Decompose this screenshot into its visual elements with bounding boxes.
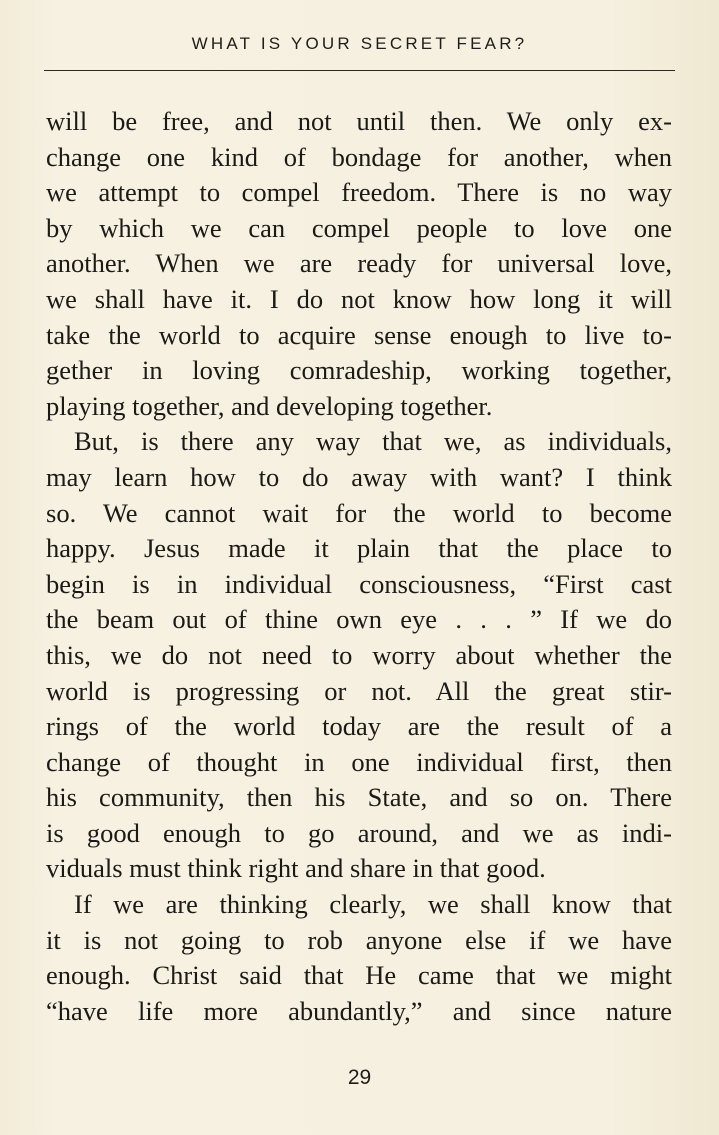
text-line: so. We cannot wait for the world to become [46,497,672,528]
text-line: enough. Christ said that He came that we might [46,960,672,991]
text-line: another. When we are ready for universal love, [46,248,672,279]
text-line: rings of the world today are the result of a [46,711,672,742]
text-line: change of thought in one individual first, then [46,746,672,777]
text-line: may learn how to do away with want? I think [46,461,672,492]
text-line: will be free, and not until then. We only ex- [46,106,672,136]
body-text [46,104,672,1029]
text-line: change one kind of bondage for another, when [46,141,672,172]
text-line: gether in loving comradeship, working together, [46,355,672,386]
page-number: 29 [347,1066,372,1089]
text-line: is good enough to go around, and we as indi- [46,817,672,848]
running-head: WHAT IS YOUR SECRET FEAR? [191,34,528,53]
text-line: we shall have it. I do not know how long it will [46,283,672,314]
text-line: playing together, and developing together. [46,390,493,421]
text-line: “have life more abundantly,” and since nature [46,995,672,1026]
text-line: we attempt to compel freedom. There is no way [46,177,672,208]
text-line: begin is in individual consciousness, “First cast [46,568,672,599]
text-line: this, we do not need to worry about whether the [46,639,672,670]
header-rule [44,70,675,71]
text-line: the beam out of thine own eye . . . ” If we do [46,604,672,635]
text-line: his community, then his State, and so on. There [46,782,672,813]
text-line: it is not going to rob anyone else if we have [46,924,672,955]
text-line: by which we can compel people to love one [46,212,672,243]
text-line: happy. Jesus made it plain that the place to [46,533,672,564]
text-line: If we are thinking clearly, we shall know that [74,889,672,920]
text-line: viduals must think right and share in that good. [46,853,546,884]
text-line: But, is there any way that we, as individuals, [74,426,672,457]
text-line: take the world to acquire sense enough to live to- [46,319,672,350]
text-line: world is progressing or not. All the great stir- [46,675,672,706]
